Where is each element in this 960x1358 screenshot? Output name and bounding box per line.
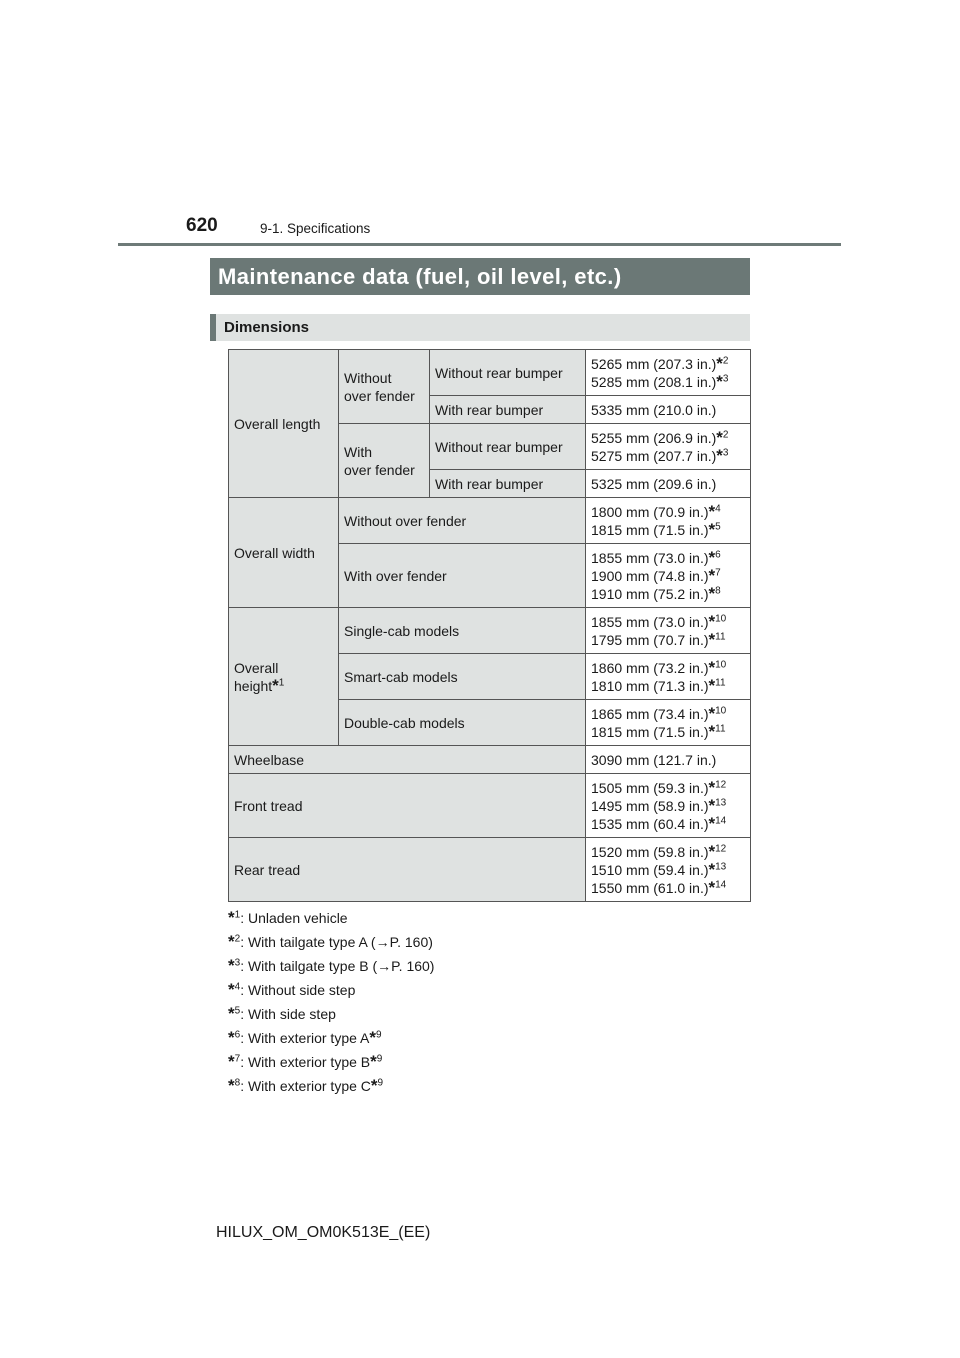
footnote: *$^6$: With exterior type A*$^9$: [228, 1028, 382, 1047]
footnote: *$^7$: With exterior type B*$^9$: [228, 1052, 383, 1071]
width-value-cell: 1800 mm (70.9 in.)*$^4$ 1815 mm (71.5 in.)*$^5$: [586, 498, 751, 544]
table-row: [229, 746, 751, 774]
smart-cab-label: Smart-cab models: [339, 654, 586, 700]
header-rule: [118, 243, 841, 246]
table-row: [229, 774, 751, 838]
width-value-cell: 1855 mm (73.0 in.)*$^6$ 1900 mm (74.8 in.)*$^7$ 1910 mm (75.2 in.)*$^8$: [586, 544, 751, 608]
table-row: [229, 608, 751, 654]
without-over-fender-label: Without over fender: [339, 350, 430, 424]
width-without-over-fender-label: Without over fender: [339, 498, 586, 544]
overall-width-label: Overall width: [229, 498, 339, 608]
footnote: *$^8$: With exterior type C*$^9$: [228, 1076, 384, 1095]
length-value-cell: 5325 mm (209.6 in.): [586, 470, 751, 498]
height-value-cell: 1865 mm (73.4 in.)*$^{10}$ 1815 mm (71.5 in.)*$^{11}$: [586, 700, 751, 746]
length-value-cell: 5335 mm (210.0 in.): [586, 396, 751, 424]
page-number: 620: [186, 215, 218, 236]
with-rear-bumper-label: With rear bumper: [430, 470, 586, 498]
overall-length-label: Overall length: [229, 350, 339, 498]
wheelbase-label: Wheelbase: [229, 746, 586, 774]
page-title: Maintenance data (fuel, oil level, etc.): [210, 258, 750, 295]
overall-height-label: Overall height*$^1$: [229, 608, 339, 746]
front-tread-value-cell: 1505 mm (59.3 in.)*$^{12}$ 1495 mm (58.9 in.)*$^{13}$ 1535 mm (60.4 in.)*$^{14}$: [586, 774, 751, 838]
footnote: *$^4$: Without side step: [228, 980, 356, 999]
double-cab-label: Double-cab models: [339, 700, 586, 746]
with-over-fender-label: With over fender: [339, 424, 430, 498]
footnote: *$^1$: Unladen vehicle: [228, 908, 348, 927]
width-with-over-fender-label: With over fender: [339, 544, 586, 608]
footnote: *$^3$: With tailgate type B (→P. 160): [228, 956, 435, 975]
dimensions-table: [228, 349, 751, 902]
footnote: *$^2$: With tailgate type A (→P. 160): [228, 932, 433, 951]
wheelbase-value-cell: 3090 mm (121.7 in.): [586, 746, 751, 774]
table-row: [229, 498, 751, 544]
document-code: HILUX_OM_OM0K513E_(EE): [216, 1224, 431, 1241]
rear-tread-value-cell: 1520 mm (59.8 in.)*$^{12}$ 1510 mm (59.4 in.)*$^{13}$ 1550 mm (61.0 in.)*$^{14}$: [586, 838, 751, 902]
footnotes: [228, 908, 434, 1100]
without-rear-bumper-label: Without rear bumper: [430, 350, 586, 396]
front-tread-label: Front tread: [229, 774, 586, 838]
single-cab-label: Single-cab models: [339, 608, 586, 654]
section-subheading: Dimensions: [210, 314, 750, 341]
rear-tread-label: Rear tread: [229, 838, 586, 902]
without-rear-bumper-label: Without rear bumper: [430, 424, 586, 470]
height-value-cell: 1855 mm (73.0 in.)*$^{10}$ 1795 mm (70.7 in.)*$^{11}$: [586, 608, 751, 654]
height-value-cell: 1860 mm (73.2 in.)*$^{10}$ 1810 mm (71.3 in.)*$^{11}$: [586, 654, 751, 700]
footnote: *$^5$: With side step: [228, 1004, 336, 1023]
table-row: [229, 350, 751, 396]
table-row: [229, 838, 751, 902]
with-rear-bumper-label: With rear bumper: [430, 396, 586, 424]
length-value-cell: 5265 mm (207.3 in.)*$^2$ 5285 mm (208.1 in.)*$^3$: [586, 350, 751, 396]
section-label: 9-1. Specifications: [260, 221, 371, 236]
length-value-cell: 5255 mm (206.9 in.)*$^2$ 5275 mm (207.7 in.)*$^3$: [586, 424, 751, 470]
